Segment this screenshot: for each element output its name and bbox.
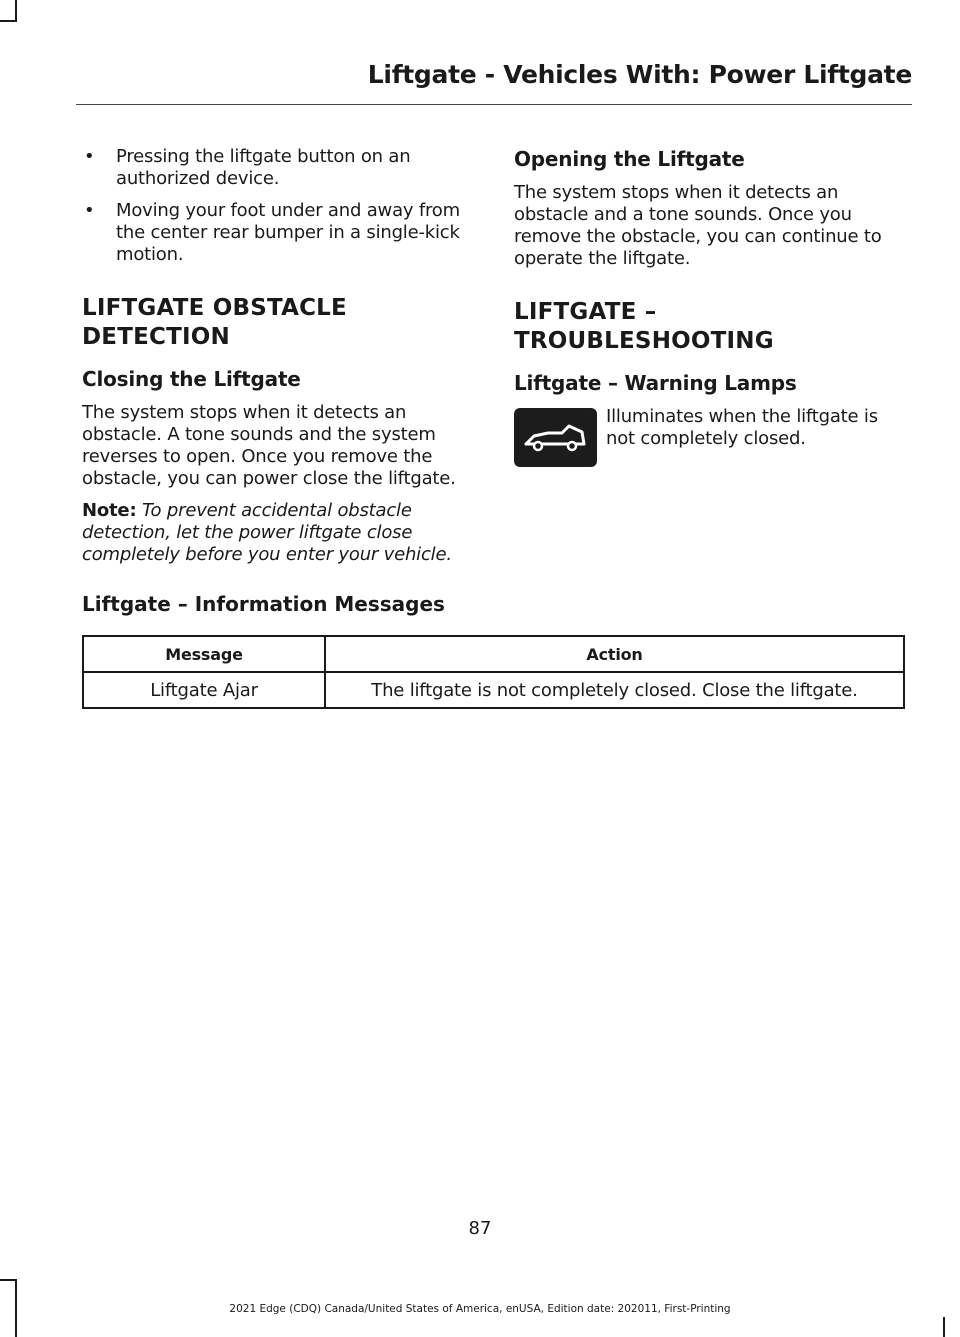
footer-edition-info: 2021 Edge (CDQ) Canada/United States of America, enUSA, Edition date: 202011, First-Printing (229, 1303, 731, 1315)
header-divider (76, 104, 912, 105)
subheading-information-messages: Liftgate – Information Messages (82, 592, 445, 616)
bullet-icon: • (84, 146, 95, 167)
note-label: Note: (82, 500, 137, 521)
page-header-title: Liftgate - Vehicles With: Power Liftgate (367, 60, 912, 89)
subheading-warning-lamps: Liftgate – Warning Lamps (514, 371, 797, 395)
page-number: 87 (468, 1218, 492, 1239)
section-heading-obstacle-detection: LIFTGATE OBSTACLE DETECTION (82, 295, 347, 350)
table-header-row (83, 636, 904, 672)
table-cell-message: Liftgate Ajar (83, 672, 325, 708)
information-messages-table (82, 635, 905, 709)
list-item-text: Pressing the liftgate button on an authorized device. (116, 146, 411, 189)
closing-paragraph: The system stops when it detects an obstacle. A tone sounds and the system reverses to open. Once you remove the obstacle, you can power close the liftgate. (82, 402, 456, 489)
liftgate-open-vehicle-icon (514, 408, 597, 467)
left-column (82, 146, 477, 576)
subheading-closing: Closing the Liftgate (82, 367, 301, 391)
opening-paragraph: The system stops when it detects an obstacle and a tone sounds. Once you remove the obstacle, you can continue to operate the liftgate. (514, 182, 882, 269)
table-row (83, 672, 904, 708)
crop-mark (15, 0, 17, 20)
list-item-text: Moving your foot under and away from the center rear bumper in a single-kick motion. (116, 200, 460, 265)
subheading-opening: Opening the Liftgate (514, 147, 745, 171)
table-cell-action: The liftgate is not completely closed. Close the liftgate. (325, 672, 904, 708)
column-header-action: Action (325, 636, 904, 672)
list-item (82, 146, 477, 190)
crop-mark (943, 1317, 945, 1337)
warning-lamp-description: Illuminates when the liftgate is not completely closed. (606, 406, 878, 449)
section-heading-troubleshooting: LIFTGATE – TROUBLESHOOTING (514, 299, 774, 354)
column-header-message: Message (83, 636, 325, 672)
list-item (82, 200, 477, 266)
warning-lamp-row (514, 406, 909, 496)
crop-mark (0, 20, 17, 22)
right-column (514, 146, 909, 496)
note-paragraph (82, 500, 477, 566)
note-text: To prevent accidental obstacle detection, let the power liftgate close completely before you enter your vehicle. (82, 500, 452, 565)
bullet-icon: • (84, 200, 95, 221)
